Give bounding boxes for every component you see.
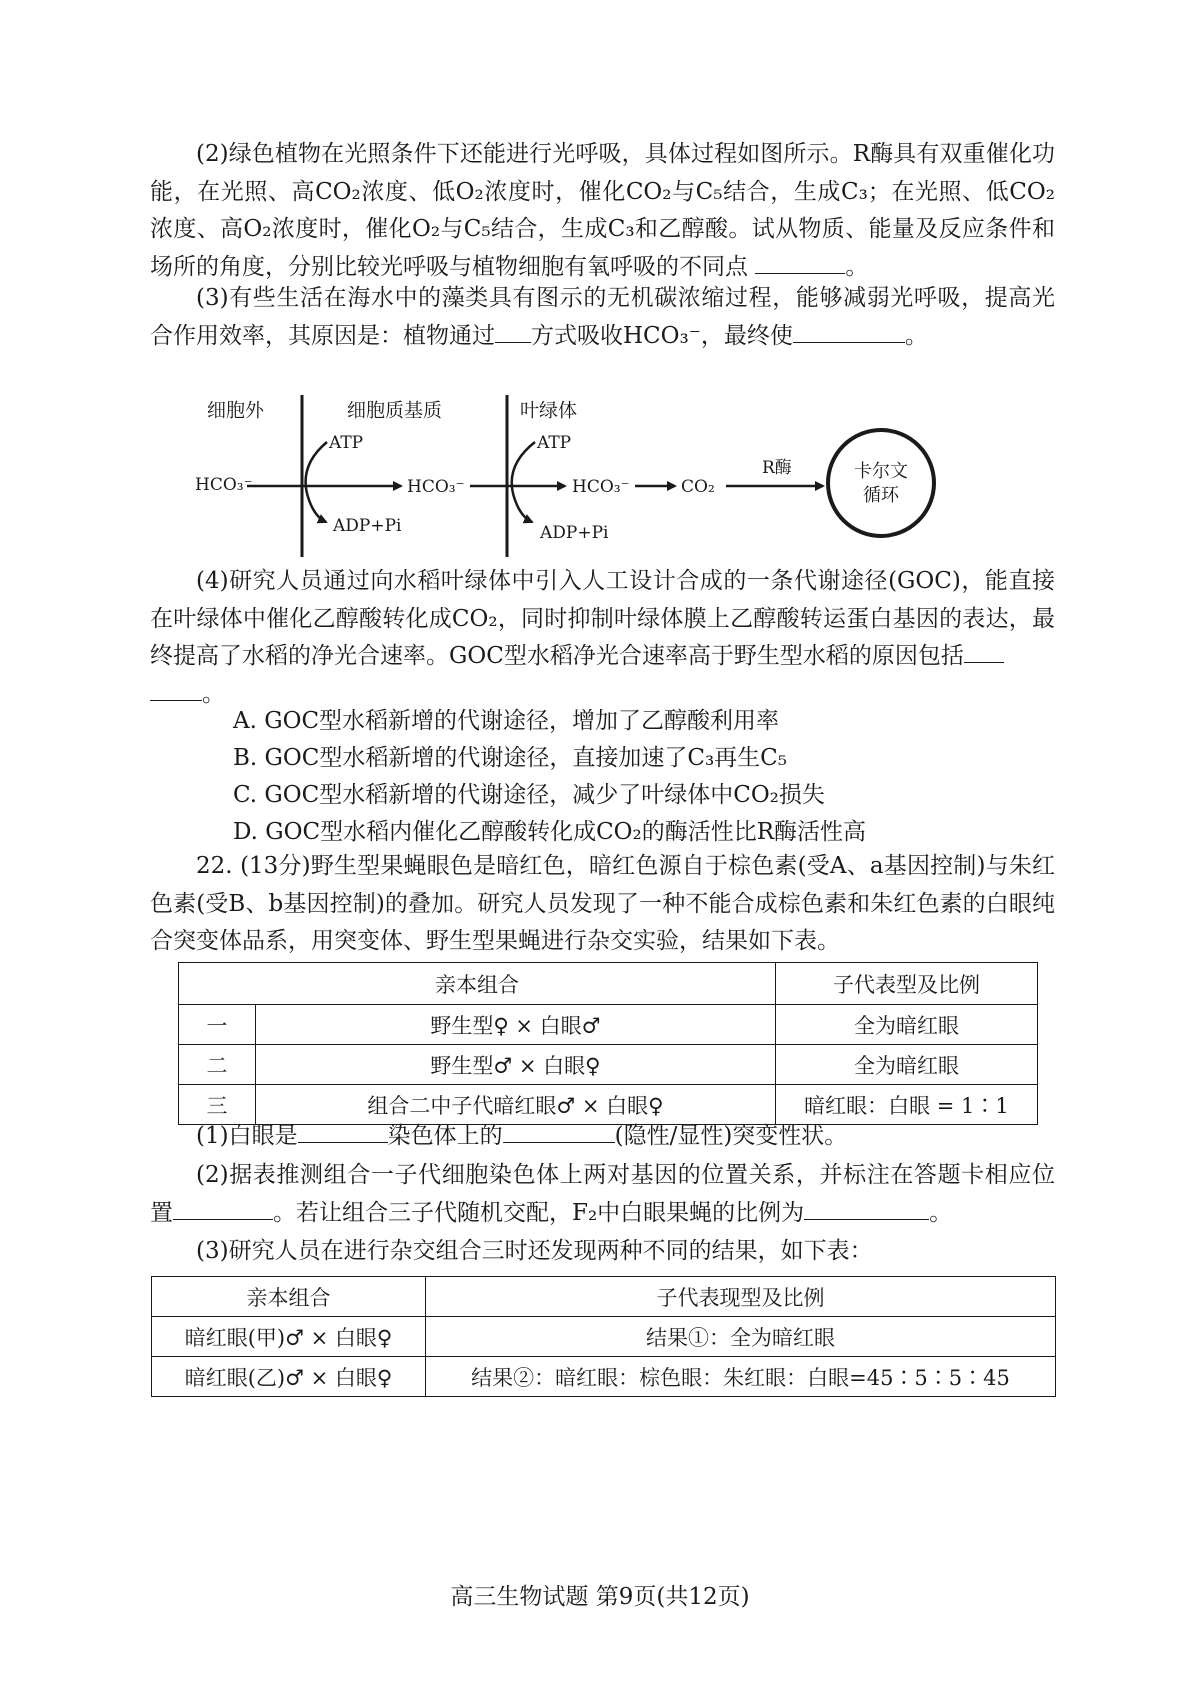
option-c[interactable]: C. GOC型水稻新增的代谢途径，减少了叶绿体中CO₂损失 (233, 782, 825, 808)
answer-blank[interactable] (495, 319, 531, 343)
q21-part2 (150, 136, 1055, 286)
q22-part1-text-c: (隐性/显性)突变性状。 (614, 1123, 848, 1149)
answer-blank[interactable] (150, 677, 202, 701)
answer-blank[interactable] (964, 639, 1004, 663)
table1-row-num: 二 (179, 1045, 256, 1085)
calvin-cycle-circle (828, 430, 934, 536)
q21-part4-end: 。 (202, 680, 225, 707)
hco3-cytoplasm: HCO₃⁻ (407, 477, 465, 497)
table1-row-num: 三 (179, 1085, 256, 1125)
table1-header-cross: 亲本组合 (179, 963, 776, 1005)
table1-row-cross: 野生型♀ × 白眼♂ (256, 1005, 776, 1045)
cross-table-1 (178, 962, 1038, 1125)
q21-part3-text-a: (3)有些生活在海水中的藻类具有图示的无机碳浓缩过程，能够减弱光呼吸，提高光合作用效率，其原因是：植物通过 (150, 285, 1055, 349)
table1-row-result: 全为暗红眼 (775, 1045, 1037, 1085)
atp-arc-2 (512, 442, 535, 522)
answer-blank[interactable] (793, 319, 905, 343)
q22-part2-end: 。 (929, 1199, 953, 1226)
q21-part4-text: (4)研究人员通过向水稻叶绿体中引入人工设计合成的一条代谢途径(GOC)，能直接在叶绿体中催化乙醇酸转化成CO₂，同时抑制叶绿体膜上乙醇酸转运蛋白基因的表达，最终提高了水稻的净光合速率。GOC型水稻净光合速率高于野生型水稻的原因包括 (150, 568, 1055, 669)
q22-part2-text-b: 。若让组合三子代随机交配，F₂中白眼果蝇的比例为 (273, 1199, 805, 1226)
table2-header-result: 子代表现型及比例 (426, 1277, 1056, 1317)
table2-row-result: 结果②：暗红眼：棕色眼：朱红眼：白眼=45∶5∶5∶45 (426, 1357, 1056, 1397)
q21-part3-text-b: 方式吸收HCO₃⁻，最终使 (531, 322, 793, 349)
table1-row-cross: 野生型♂ × 白眼♀ (256, 1045, 776, 1085)
q21-part2-text: (2)绿色植物在光照条件下还能进行光呼吸，具体过程如图所示。R酶具有双重催化功能，在光照、高CO₂浓度、低O₂浓度时，催化CO₂与C₅结合，生成C₃；在光照、低CO₂浓度、高O₂浓度时，催化O₂与C₅结合，生成C₃和乙醇酸。试从物质、能量及反应条件和场所的角度，分别比较光呼吸与植物细胞有氧呼吸的不同点 (150, 141, 1055, 280)
r-enzyme-label: R酶 (762, 458, 792, 478)
carbon-concentration-diagram (195, 395, 955, 570)
q21-part4 (150, 563, 1055, 713)
co2-label: CO₂ (681, 477, 715, 497)
cross-table-2 (151, 1276, 1056, 1397)
q22-part2-text-a: (2)据表推测组合一子代细胞染色体上两对基因的位置关系，并标注在答题卡相应位置 (150, 1162, 1055, 1226)
q22-part1-text-a: (1)白眼是 (196, 1123, 298, 1149)
adp-label-2: ADP+Pi (540, 523, 609, 543)
table1-row-result: 暗红眼：白眼 = 1∶1 (775, 1085, 1037, 1125)
q22-part3: (3)研究人员在进行杂交组合三时还发现两种不同的结果，如下表： (196, 1238, 873, 1264)
chloroplast-label: 叶绿体 (520, 399, 578, 422)
page-footer: 高三生物试题 第9页(共12页) (450, 1584, 750, 1610)
answer-blank[interactable] (804, 1196, 929, 1220)
table1-row-cross: 组合二中子代暗红眼♂ × 白眼♀ (256, 1085, 776, 1125)
adp-label-1: ADP+Pi (333, 516, 402, 536)
q22-intro: 22. (13分)野生型果蝇眼色是暗红色，暗红色源自于棕色素(受A、a基因控制)与朱红色素(受B、b基因控制)的叠加。研究人员发现了一种不能合成棕色素和朱红色素的白眼纯合突变体品系，用突变体、野生型果蝇进行杂交实验，结果如下表。 (150, 853, 1055, 954)
table1-header-result: 子代表型及比例 (775, 963, 1037, 1005)
calvin-label-2: 循环 (863, 485, 899, 506)
cytoplasm-label: 细胞质基质 (347, 399, 443, 422)
option-d[interactable]: D. GOC型水稻内催化乙醇酸转化成CO₂的酶活性比R酶活性高 (233, 819, 867, 845)
atp-label-2: ATP (537, 433, 572, 453)
q22-part1 (150, 1118, 1055, 1156)
calvin-label-1: 卡尔文 (854, 461, 908, 482)
hco3-outside: HCO₃⁻ (195, 475, 253, 495)
answer-blank[interactable] (173, 1196, 273, 1220)
hco3-chloroplast: HCO₃⁻ (572, 477, 630, 497)
q21-part2-end: 。 (845, 253, 869, 280)
q21-part3-end: 。 (904, 322, 928, 349)
atp-label-1: ATP (329, 433, 364, 453)
q21-part3 (150, 280, 1055, 355)
answer-blank[interactable] (755, 250, 845, 274)
option-b[interactable]: B. GOC型水稻新增的代谢途径，直接加速了C₃再生C₅ (233, 745, 787, 771)
q22-part2 (150, 1157, 1055, 1232)
atp-arc-1 (306, 442, 327, 522)
table2-row-cross: 暗红眼(乙)♂ × 白眼♀ (152, 1357, 426, 1397)
outside-label: 细胞外 (207, 399, 265, 422)
answer-blank[interactable] (298, 1119, 388, 1143)
answer-blank[interactable] (503, 1119, 615, 1143)
option-a[interactable]: A. GOC型水稻新增的代谢途径，增加了乙醇酸利用率 (233, 708, 780, 734)
table2-row-cross: 暗红眼(甲)♂ × 白眼♀ (152, 1317, 426, 1357)
table2-row-result: 结果①：全为暗红眼 (426, 1317, 1056, 1357)
table2-header-cross: 亲本组合 (152, 1277, 426, 1317)
q22-part1-text-b: 染色体上的 (387, 1123, 503, 1149)
table1-row-result: 全为暗红眼 (775, 1005, 1037, 1045)
table1-row-num: 一 (179, 1005, 256, 1045)
